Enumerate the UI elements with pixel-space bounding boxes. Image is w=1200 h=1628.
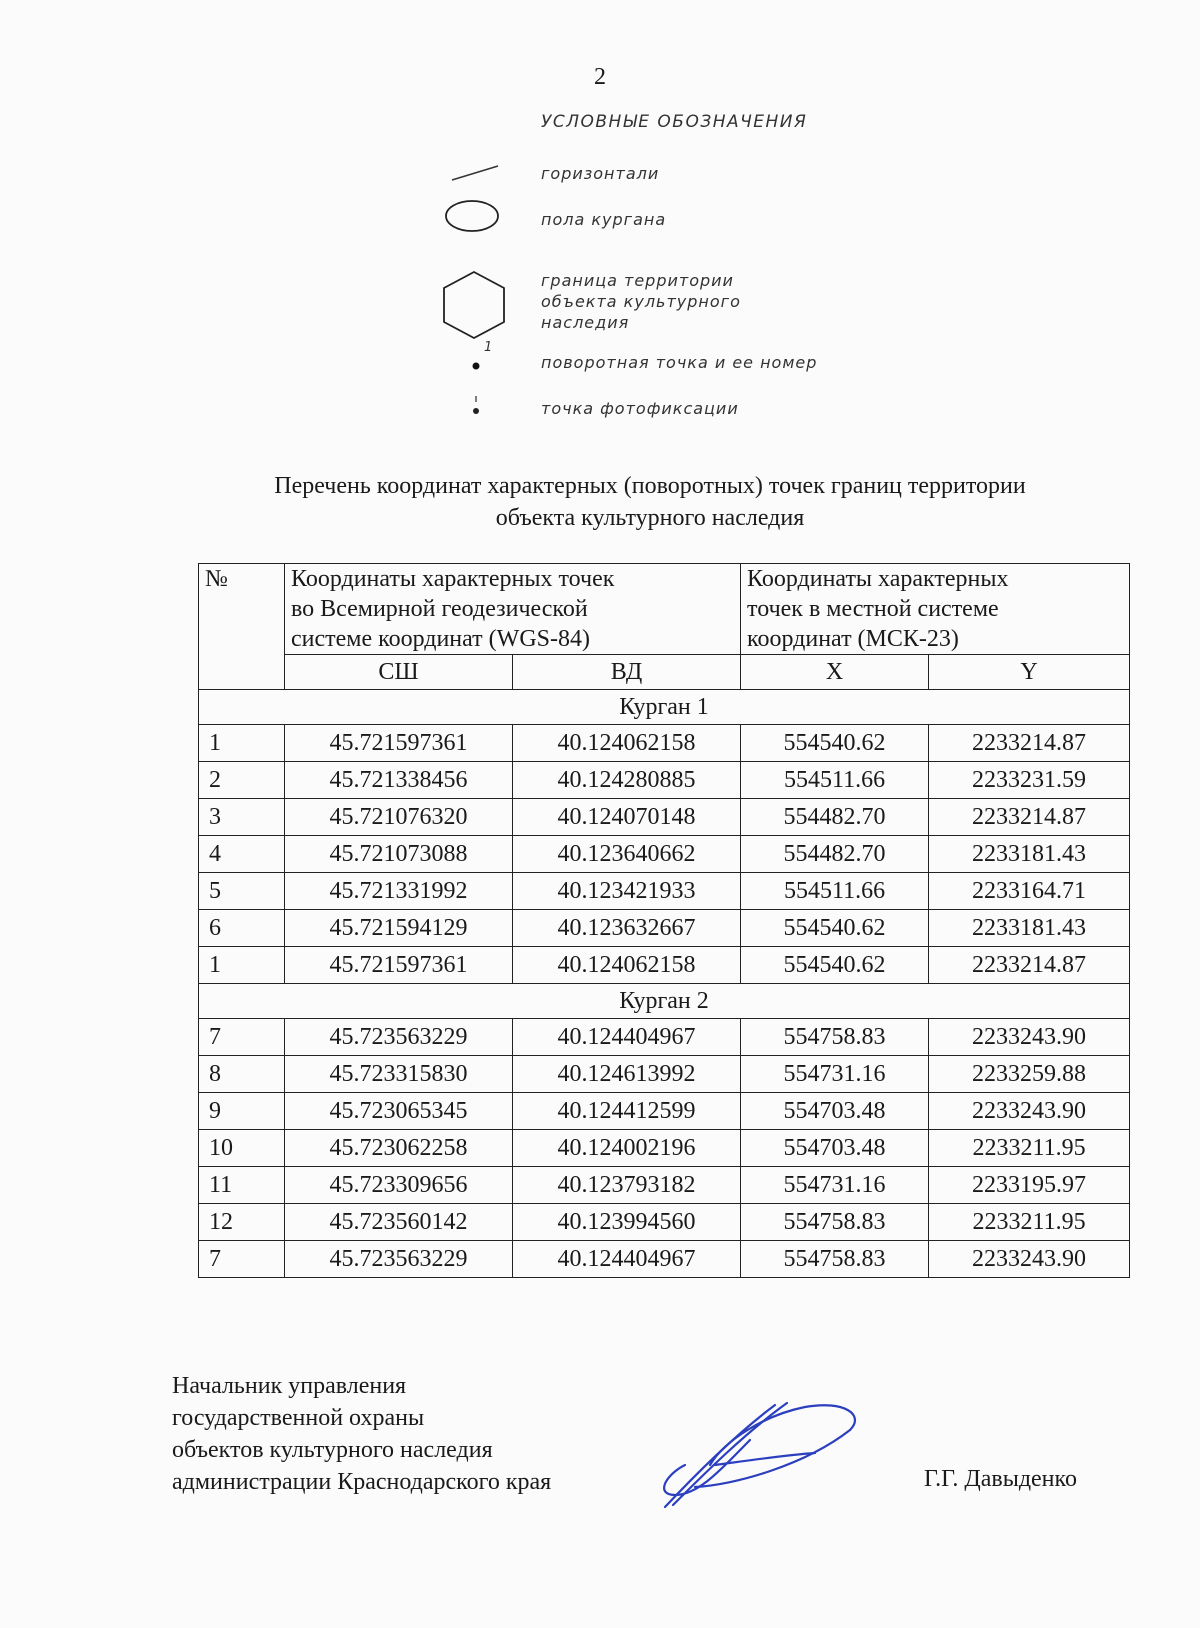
- point-number: 6: [199, 910, 285, 947]
- x-cell: 554511.66: [741, 873, 929, 910]
- header-line: Координаты характерных точек: [291, 566, 615, 592]
- position-line: Начальник управления: [172, 1373, 407, 1399]
- x-cell: 554540.62: [741, 910, 929, 947]
- y-cell: 2233214.87: [929, 947, 1130, 984]
- latitude-cell: 45.723563229: [285, 1241, 513, 1278]
- table-row: [199, 1204, 1130, 1241]
- point-number: 10: [199, 1130, 285, 1167]
- longitude-cell: 40.124062158: [513, 725, 741, 762]
- heading-line: Перечень координат характерных (поворотных) точек границ территории: [274, 473, 1026, 499]
- latitude-cell: 45.723315830: [285, 1056, 513, 1093]
- table-group-row: [199, 984, 1130, 1019]
- position-line: государственной охраны: [172, 1405, 425, 1431]
- header-line: Координаты характерных: [747, 566, 1009, 592]
- point-number: 5: [199, 873, 285, 910]
- table-row: [199, 1019, 1130, 1056]
- contour-line-icon: [450, 162, 500, 182]
- x-cell: 554703.48: [741, 1130, 929, 1167]
- x-cell: 554511.66: [741, 762, 929, 799]
- table-row: [199, 873, 1130, 910]
- table-row: [199, 1241, 1130, 1278]
- table-row: [199, 1130, 1130, 1167]
- point-number: 3: [199, 799, 285, 836]
- latitude-cell: 45.723062258: [285, 1130, 513, 1167]
- subheader-lat: СШ: [285, 655, 513, 690]
- table-subheader-row: [199, 655, 1130, 690]
- page-number: 2: [594, 64, 606, 90]
- point-number: 11: [199, 1167, 285, 1204]
- longitude-cell: 40.124280885: [513, 762, 741, 799]
- header-msk23: [741, 564, 1130, 655]
- handwritten-signature: [655, 1395, 865, 1515]
- ellipse-icon: [443, 198, 501, 234]
- x-cell: 554482.70: [741, 836, 929, 873]
- y-cell: 2233195.97: [929, 1167, 1130, 1204]
- point-number: 7: [199, 1241, 285, 1278]
- y-cell: 2233211.95: [929, 1204, 1130, 1241]
- y-cell: 2233214.87: [929, 725, 1130, 762]
- turning-point-icon: [470, 360, 482, 372]
- x-cell: 554731.16: [741, 1167, 929, 1204]
- header-number: №: [199, 564, 285, 690]
- longitude-cell: 40.123994560: [513, 1204, 741, 1241]
- x-cell: 554731.16: [741, 1056, 929, 1093]
- point-number: 1: [199, 725, 285, 762]
- longitude-cell: 40.124404967: [513, 1019, 741, 1056]
- header-wgs84: [285, 564, 741, 655]
- table-group-row: [199, 690, 1130, 725]
- signatory-position: [172, 1370, 551, 1498]
- latitude-cell: 45.721076320: [285, 799, 513, 836]
- header-line: точек в местной системе: [747, 596, 999, 622]
- longitude-cell: 40.124412599: [513, 1093, 741, 1130]
- latitude-cell: 45.721594129: [285, 910, 513, 947]
- y-cell: 2233259.88: [929, 1056, 1130, 1093]
- longitude-cell: 40.124613992: [513, 1056, 741, 1093]
- coordinates-table: [198, 563, 1130, 1278]
- legend-label: [541, 270, 741, 333]
- header-line: системе координат (WGS-84): [291, 626, 590, 652]
- table-row: [199, 725, 1130, 762]
- latitude-cell: 45.721338456: [285, 762, 513, 799]
- group-title: Курган 1: [199, 690, 1130, 725]
- x-cell: 554758.83: [741, 1241, 929, 1278]
- latitude-cell: 45.721597361: [285, 947, 513, 984]
- y-cell: 2233243.90: [929, 1093, 1130, 1130]
- latitude-cell: 45.723560142: [285, 1204, 513, 1241]
- longitude-cell: 40.123421933: [513, 873, 741, 910]
- latitude-cell: 45.723309656: [285, 1167, 513, 1204]
- table-row: [199, 1167, 1130, 1204]
- heading-line: объекта культурного наследия: [495, 505, 805, 531]
- table-heading: [0, 470, 1200, 534]
- point-number: 1: [199, 947, 285, 984]
- table-row: [199, 910, 1130, 947]
- group-title: Курган 2: [199, 984, 1130, 1019]
- longitude-cell: 40.124404967: [513, 1241, 741, 1278]
- table-header-row: [199, 564, 1130, 655]
- table-row: [199, 762, 1130, 799]
- point-number: 9: [199, 1093, 285, 1130]
- subheader-y: Y: [929, 655, 1130, 690]
- legend-title: УСЛОВНЫЕ ОБОЗНАЧЕНИЯ: [541, 112, 808, 132]
- latitude-cell: 45.721597361: [285, 725, 513, 762]
- table-row: [199, 799, 1130, 836]
- longitude-cell: 40.123632667: [513, 910, 741, 947]
- table-row: [199, 1056, 1130, 1093]
- y-cell: 2233164.71: [929, 873, 1130, 910]
- y-cell: 2233181.43: [929, 836, 1130, 873]
- subheader-x: X: [741, 655, 929, 690]
- legend-label-line: граница территории: [541, 271, 734, 290]
- subheader-lon: ВД: [513, 655, 741, 690]
- position-line: администрации Краснодарского края: [172, 1469, 552, 1495]
- point-number: 7: [199, 1019, 285, 1056]
- y-cell: 2233211.95: [929, 1130, 1130, 1167]
- table-row: [199, 836, 1130, 873]
- y-cell: 2233243.90: [929, 1241, 1130, 1278]
- point-number: 8: [199, 1056, 285, 1093]
- y-cell: 2233214.87: [929, 799, 1130, 836]
- longitude-cell: 40.124062158: [513, 947, 741, 984]
- legend-label: поворотная точка и ее номер: [541, 353, 818, 372]
- legend-label: горизонтали: [541, 164, 660, 183]
- longitude-cell: 40.123640662: [513, 836, 741, 873]
- longitude-cell: 40.124002196: [513, 1130, 741, 1167]
- longitude-cell: 40.123793182: [513, 1167, 741, 1204]
- x-cell: 554758.83: [741, 1204, 929, 1241]
- header-line: координат (МСК-23): [747, 626, 959, 652]
- latitude-cell: 45.723065345: [285, 1093, 513, 1130]
- latitude-cell: 45.721073088: [285, 836, 513, 873]
- longitude-cell: 40.124070148: [513, 799, 741, 836]
- y-cell: 2233181.43: [929, 910, 1130, 947]
- x-cell: 554703.48: [741, 1093, 929, 1130]
- legend-label: точка фотофиксации: [541, 399, 739, 418]
- photo-point-icon: [470, 392, 482, 418]
- point-number: 12: [199, 1204, 285, 1241]
- x-cell: 554758.83: [741, 1019, 929, 1056]
- y-cell: 2233231.59: [929, 762, 1130, 799]
- header-line: во Всемирной геодезической: [291, 596, 588, 622]
- x-cell: 554540.62: [741, 725, 929, 762]
- x-cell: 554482.70: [741, 799, 929, 836]
- legend-label-line: объекта культурного: [541, 292, 741, 311]
- marker-number: 1: [484, 340, 493, 355]
- position-line: объектов культурного наследия: [172, 1437, 493, 1463]
- table-row: [199, 1093, 1130, 1130]
- legend-label-line: наследия: [541, 313, 630, 332]
- point-number: 4: [199, 836, 285, 873]
- signer-name: Г.Г. Давыденко: [924, 1466, 1077, 1492]
- point-number: 2: [199, 762, 285, 799]
- hexagon-icon: [440, 268, 508, 342]
- table-row: [199, 947, 1130, 984]
- legend-label: пола кургана: [541, 210, 667, 229]
- y-cell: 2233243.90: [929, 1019, 1130, 1056]
- latitude-cell: 45.723563229: [285, 1019, 513, 1056]
- x-cell: 554540.62: [741, 947, 929, 984]
- latitude-cell: 45.721331992: [285, 873, 513, 910]
